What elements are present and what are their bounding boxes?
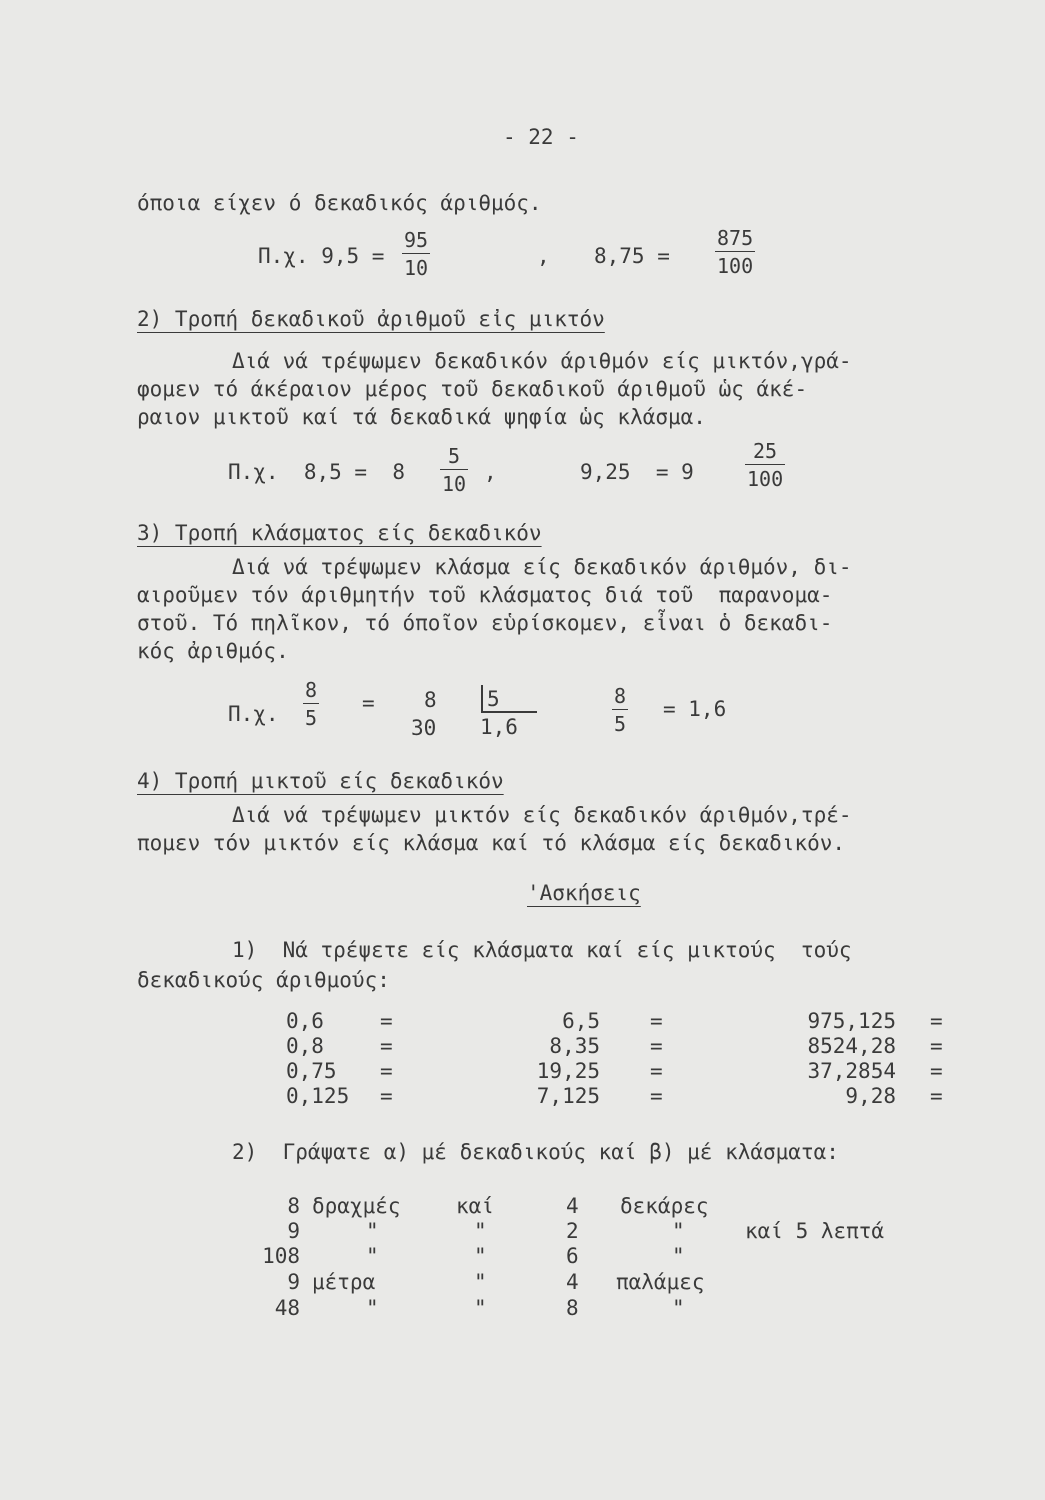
- table-cell: 0,125: [286, 1084, 350, 1108]
- section-3-line-1: Διά νά τρέψωμεν κλάσμα είς δεκαδικόν άριθμόν, δι-: [232, 555, 852, 579]
- ex1-mid: 8,75 =: [594, 244, 670, 268]
- money-amount-2: 6: [566, 1244, 579, 1268]
- money-amount-2: 2: [566, 1219, 579, 1243]
- money-conj: ": [474, 1296, 487, 1320]
- division-horizontal-line: [481, 711, 537, 713]
- money-amount: 48: [274, 1296, 300, 1320]
- table-equals: =: [930, 1084, 943, 1108]
- table-equals: =: [650, 1084, 663, 1108]
- ex1-fraction-875-100: [715, 226, 755, 278]
- table-equals: =: [650, 1059, 663, 1083]
- money-unit: δραχμές: [312, 1194, 401, 1218]
- table-cell: 8524,28: [807, 1034, 896, 1058]
- page-number: - 22 -: [503, 125, 579, 149]
- table-cell: 37,2854: [807, 1059, 896, 1083]
- section-2-line-1: Διά νά τρέψωμεν δεκαδικόν άριθμόν είς μικτόν,γρά-: [232, 349, 852, 373]
- money-extra: καί 5 λεπτά: [745, 1219, 885, 1243]
- money-unit-2: παλάμες: [616, 1270, 705, 1294]
- exercise-1-line-1: 1) Νά τρέψετε είς κλάσματα καί είς μικτούς τούς: [232, 938, 852, 962]
- money-unit-2: ": [672, 1219, 685, 1243]
- table-cell: 9,28: [845, 1084, 896, 1108]
- ex1-separator: ,: [537, 244, 550, 268]
- section-3-result: = 1,6: [663, 697, 727, 721]
- table-cell: 0,8: [286, 1034, 324, 1058]
- table-cell: 7,125: [536, 1084, 600, 1108]
- table-equals: =: [650, 1034, 663, 1058]
- exercise-1-line-2: δεκαδικούς άριθμούς:: [137, 968, 390, 992]
- section-3-fraction-8-5: [303, 678, 319, 730]
- money-unit: ": [366, 1296, 379, 1320]
- exercises-title: 'Ασκήσεις: [527, 881, 641, 905]
- division-quotient: 1,6: [480, 715, 518, 739]
- section-2-line-3: ραιον μικτοῦ καί τά δεκαδικά ψηφία ὡς κλάσμα.: [137, 405, 706, 429]
- section-3-line-2: αιροῦμεν τόν άριθμητήν τοῦ κλάσματος διά τοῦ παρανομα-: [137, 583, 833, 607]
- money-amount: 9: [287, 1219, 300, 1243]
- money-conj: καί: [456, 1194, 494, 1218]
- fraction-numerator: 95: [404, 228, 429, 252]
- money-unit-2: ": [672, 1296, 685, 1320]
- money-unit: ": [366, 1219, 379, 1243]
- fraction-numerator: 8: [305, 678, 318, 702]
- table-equals: =: [930, 1059, 943, 1083]
- money-amount-2: 4: [566, 1194, 579, 1218]
- table-equals: =: [930, 1009, 943, 1033]
- table-cell: 19,25: [536, 1059, 600, 1083]
- section-3-example-prefix: Π.χ.: [228, 702, 279, 726]
- fraction-denominator: 100: [747, 467, 784, 491]
- ex1-fraction-95-10: [402, 228, 430, 280]
- money-unit: ": [366, 1244, 379, 1268]
- fraction-denominator: 100: [717, 254, 754, 278]
- table-equals: =: [380, 1034, 393, 1058]
- table-equals: =: [380, 1084, 393, 1108]
- table-cell: 0,6: [286, 1009, 324, 1033]
- section-2-separator: ,: [484, 460, 497, 484]
- money-unit: μέτρα: [312, 1270, 376, 1294]
- intro-line: όποια είχεν ό δεκαδικός άριθμός.: [137, 191, 542, 215]
- fraction-denominator: 5: [614, 712, 627, 736]
- fraction-numerator: 25: [745, 439, 785, 465]
- division-remainder: 30: [411, 716, 437, 740]
- fraction-denominator: 5: [305, 706, 318, 730]
- section-4-title: 4) Τροπή μικτοῦ είς δεκαδικόν: [137, 769, 504, 793]
- exercise-2-line: 2) Γράψατε α) μέ δεκαδικούς καί β) μέ κλάσματα:: [232, 1140, 839, 1164]
- fraction-numerator: 875: [717, 226, 754, 250]
- section-3-fraction-8-5-b: [612, 684, 628, 736]
- ex1-prefix: Π.χ. 9,5 =: [258, 244, 385, 268]
- money-amount: 8: [287, 1194, 300, 1218]
- division-dividend: 8: [424, 688, 437, 712]
- section-3-line-4: κός ἀριθμός.: [137, 639, 289, 663]
- section-2-example-prefix: Π.χ. 8,5 = 8: [228, 460, 406, 484]
- section-2-fraction-5-10: [440, 444, 468, 496]
- section-3-line-3: στοῦ. Τό πηλῖκον, τό όποῖον εὑρίσκομεν, εἶναι ὁ δεκαδι-: [137, 611, 833, 635]
- section-3-equals: =: [362, 691, 375, 715]
- fraction-denominator: 10: [404, 256, 429, 280]
- section-4-line-2: πομεν τόν μικτόν είς κλάσμα καί τό κλάσμα είς δεκαδικόν.: [137, 831, 846, 855]
- money-amount: 9: [287, 1270, 300, 1294]
- fraction-denominator: 10: [442, 472, 467, 496]
- table-equals: =: [930, 1034, 943, 1058]
- table-equals: =: [650, 1009, 663, 1033]
- money-amount-2: 8: [566, 1296, 579, 1320]
- table-cell: 975,125: [807, 1009, 896, 1033]
- money-amount-2: 4: [566, 1270, 579, 1294]
- table-equals: =: [380, 1009, 393, 1033]
- fraction-numerator: 8: [614, 684, 627, 708]
- section-2-fraction-25-100: [745, 439, 785, 491]
- section-4-line-1: Διά νά τρέψωμεν μικτόν είς δεκαδικόν άριθμόν,τρέ-: [232, 803, 852, 827]
- money-conj: ": [474, 1219, 487, 1243]
- table-equals: =: [380, 1059, 393, 1083]
- section-2-title: 2) Τροπή δεκαδικοῦ ἀριθμοῦ εἰς μικτόν: [137, 307, 605, 331]
- money-conj: ": [474, 1270, 487, 1294]
- table-cell: 6,5: [562, 1009, 600, 1033]
- section-3-title: 3) Τροπή κλάσματος είς δεκαδικόν: [137, 521, 542, 545]
- section-2-line-2: φομεν τό άκέραιον μέρος τοῦ δεκαδικοῦ άριθμοῦ ὡς άκέ-: [137, 377, 808, 401]
- division-vertical-line: [481, 685, 483, 712]
- money-unit-2: δεκάρες: [620, 1194, 709, 1218]
- money-unit-2: ": [672, 1244, 685, 1268]
- money-amount: 108: [262, 1244, 300, 1268]
- money-conj: ": [474, 1244, 487, 1268]
- fraction-numerator: 5: [440, 444, 468, 470]
- table-cell: 0,75: [286, 1059, 337, 1083]
- division-divisor: 5: [487, 687, 500, 711]
- section-2-example-mid: 9,25 = 9: [580, 460, 694, 484]
- table-cell: 8,35: [549, 1034, 600, 1058]
